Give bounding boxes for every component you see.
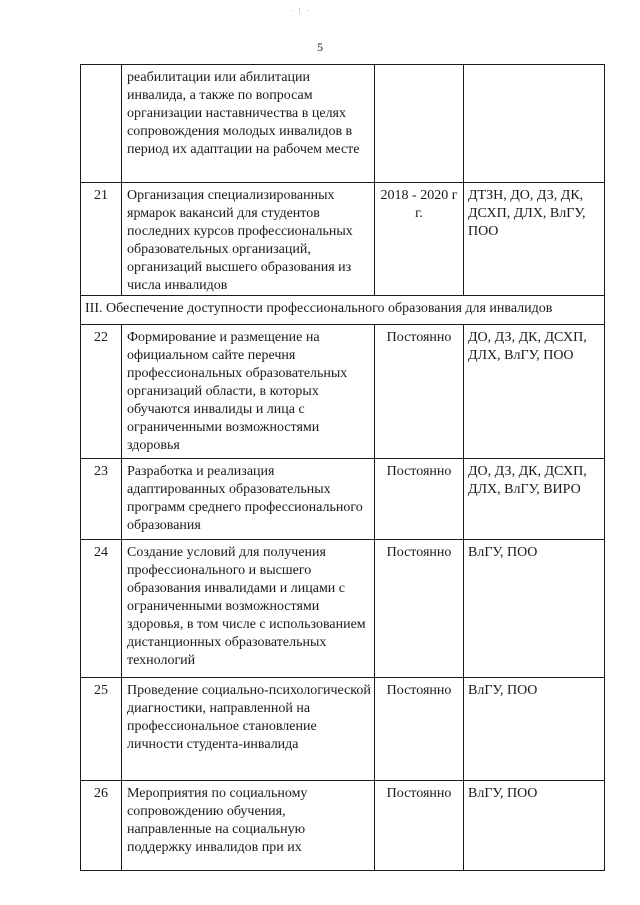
page-number: 5 xyxy=(317,40,323,54)
measure-executors: ДО, ДЗ, ДК, ДСХП, ДЛХ, ВлГУ, ПОО xyxy=(464,325,605,459)
row-number: 25 xyxy=(81,678,122,781)
measure-executors xyxy=(464,65,605,183)
table-row xyxy=(81,678,605,781)
table-row xyxy=(81,183,605,296)
table-row xyxy=(81,325,605,459)
measure-name: Разработка и реализация адаптированных образовательных программ среднего профессионального образования xyxy=(122,459,375,540)
measure-name: Создание условий для получения профессионального и высшего образования инвалидами и лицами с ограниченными возможностями здоровья, в том числе с использованием дистанционных образовательных технологий xyxy=(122,540,375,678)
row-number: 23 xyxy=(81,459,122,540)
table-row xyxy=(81,65,605,183)
section-row xyxy=(81,296,605,325)
measure-name: реабилитации или абилитации инвалида, а также по вопросам организации наставничества в целях сопровождения молодых инвалидов в период их адаптации на рабочем месте xyxy=(122,65,375,183)
scan-marks: · ⋮ · xyxy=(290,7,311,15)
measure-name: Проведение социально-психологической диагностики, направленной на профессиональное становление личности студента-инвалида xyxy=(122,678,375,781)
measure-executors: ВлГУ, ПОО xyxy=(464,781,605,871)
measure-name: Мероприятия по социальному сопровождению обучения, направленные на социальную поддержку инвалидов при их xyxy=(122,781,375,871)
measure-executors: ДТЗН, ДО, ДЗ, ДК, ДСХП, ДЛХ, ВлГУ, ПОО xyxy=(464,183,605,296)
measure-executors: ДО, ДЗ, ДК, ДСХП, ДЛХ, ВлГУ, ВИРО xyxy=(464,459,605,540)
measure-term: Постоянно xyxy=(375,459,464,540)
row-number xyxy=(81,65,122,183)
measure-term: Постоянно xyxy=(375,540,464,678)
table-row xyxy=(81,540,605,678)
section-title: III. Обеспечение доступности профессионального образования для инвалидов xyxy=(81,296,605,325)
measure-name: Формирование и размещение на официальном сайте перечня профессиональных образовательных организаций области, в которых обучаются инвалиды и лица с ограниченными возможностями здоровья xyxy=(122,325,375,459)
measures-table xyxy=(80,64,605,871)
row-number: 21 xyxy=(81,183,122,296)
measure-term: Постоянно xyxy=(375,678,464,781)
row-number: 22 xyxy=(81,325,122,459)
measure-term: Постоянно xyxy=(375,781,464,871)
table-row xyxy=(81,459,605,540)
measure-term: Постоянно xyxy=(375,325,464,459)
measure-executors: ВлГУ, ПОО xyxy=(464,678,605,781)
measure-name: Организация специализированных ярмарок вакансий для студентов последних курсов профессиональных образовательных организаций, организаций высшего образования из числа инвалидов xyxy=(122,183,375,296)
measure-term xyxy=(375,65,464,183)
table-row xyxy=(81,781,605,871)
measure-executors: ВлГУ, ПОО xyxy=(464,540,605,678)
row-number: 26 xyxy=(81,781,122,871)
row-number: 24 xyxy=(81,540,122,678)
measure-term: 2018 - 2020 г г. xyxy=(375,183,464,296)
